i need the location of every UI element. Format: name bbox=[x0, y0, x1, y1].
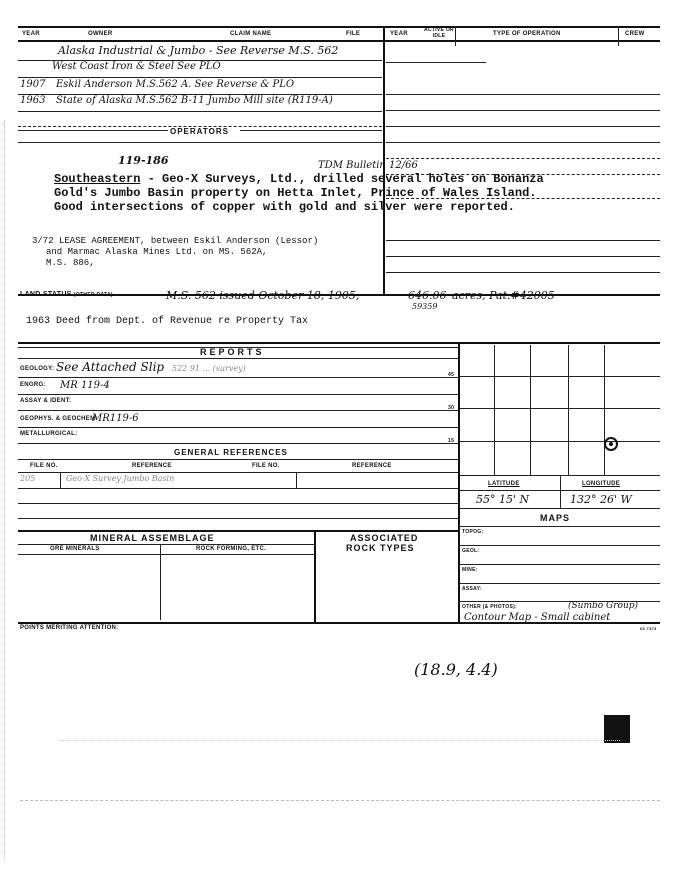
reports-title: REPORTS bbox=[200, 347, 265, 357]
right-rule bbox=[386, 110, 660, 111]
scan-line bbox=[60, 740, 620, 741]
header-rule bbox=[18, 40, 660, 42]
operators-ref-note: 119-186 bbox=[118, 154, 169, 167]
reports-rule bbox=[18, 377, 458, 378]
operators-rule-left bbox=[18, 130, 168, 131]
lease-line-3: M.S. 886, bbox=[46, 258, 95, 268]
right-rule bbox=[386, 240, 660, 241]
refs-rule bbox=[18, 518, 458, 519]
refs-row-ref: Geo-X Survey Jumbo Basin bbox=[66, 474, 175, 483]
right-rule bbox=[386, 62, 486, 63]
form-number: 63 7373 bbox=[640, 626, 657, 631]
lease-line-1: 3/72 LEASE AGREEMENT, between Eskil Anderson (Lessor) bbox=[32, 236, 319, 246]
engrg-value: MR 119-4 bbox=[60, 380, 110, 391]
operators-label: OPERATORS bbox=[170, 127, 229, 136]
mineral-col-line bbox=[160, 544, 161, 620]
grid-line bbox=[460, 376, 660, 377]
reports-rule bbox=[18, 394, 458, 395]
ore-minerals-label: ORE MINERALS bbox=[50, 546, 100, 552]
top-rule bbox=[18, 26, 660, 28]
land-status-acres: acres, Pat.#42005 bbox=[452, 289, 555, 302]
land-status-struck: 646.06 bbox=[408, 289, 447, 302]
right-rule bbox=[386, 94, 660, 95]
owner-row-year: 1907 bbox=[20, 79, 46, 90]
reports-rule bbox=[18, 427, 458, 428]
refs-file-no: FILE NO. bbox=[30, 463, 58, 469]
maps-rule bbox=[460, 526, 660, 527]
points-meriting-attention: POINTS MERITING ATTENTION: bbox=[20, 625, 119, 631]
mineral-rule bbox=[18, 554, 314, 555]
reports-rule bbox=[18, 410, 458, 411]
right-rule bbox=[386, 256, 660, 257]
maps-rule bbox=[460, 564, 660, 565]
footer-handwritten-note: (18.9, 4.4) bbox=[414, 660, 498, 679]
geology-faint: 522 91 ... (survey) bbox=[172, 364, 246, 373]
topog-label: TOPOG: bbox=[462, 529, 484, 535]
refs-rule bbox=[18, 503, 458, 504]
owner-row-text: West Coast Iron & Steel See PLO bbox=[52, 61, 221, 72]
header-active-idle: ACTIVE OR IDLE bbox=[424, 27, 454, 39]
location-marker-icon bbox=[604, 437, 618, 451]
geology-label: GEOLOGY: bbox=[20, 366, 55, 372]
lease-line-2: and Marmac Alaska Mines Ltd. on MS. 562A, bbox=[46, 247, 268, 257]
operators-line-3: Good intersections of copper with gold and silver were reported. bbox=[54, 200, 515, 214]
col-divider-crew bbox=[618, 26, 619, 46]
geophys-value: MR119-6 bbox=[92, 413, 139, 424]
rock-forming-label: ROCK FORMING, ETC. bbox=[196, 546, 267, 552]
refs-rule bbox=[18, 472, 458, 473]
right-rule bbox=[386, 272, 660, 273]
other-photos-label: OTHER (& PHOTOS): bbox=[462, 604, 518, 610]
geology-value: See Attached Slip bbox=[56, 360, 165, 374]
refs-col-line bbox=[60, 472, 61, 488]
owner-row-text: Eskil Anderson M.S.562 A. See Reverse & PLO bbox=[56, 79, 295, 90]
grid-line bbox=[604, 345, 605, 475]
scan-edge bbox=[4, 120, 5, 860]
refs-reference: REFERENCE bbox=[132, 463, 172, 469]
footer-rule bbox=[18, 622, 660, 624]
longitude-label: LONGITUDE bbox=[582, 481, 621, 487]
refs-row-file: 205 bbox=[20, 474, 36, 483]
geol-label: GEOL: bbox=[462, 548, 480, 554]
grid-line bbox=[460, 408, 660, 409]
operators-rule-right bbox=[240, 130, 382, 131]
grid-line bbox=[530, 345, 531, 475]
land-status-label-text: LAND STATUS bbox=[20, 291, 72, 298]
longitude-value: 132° 26' W bbox=[570, 493, 632, 506]
maps-rule bbox=[460, 508, 660, 509]
operators-company: Southeastern bbox=[54, 172, 141, 186]
right-rule bbox=[386, 142, 660, 143]
contour-map-note: Contour Map - Small cabinet bbox=[464, 612, 611, 623]
reports-rule bbox=[18, 358, 458, 359]
header-crew: CREW bbox=[625, 31, 645, 37]
header-year-2: YEAR bbox=[390, 31, 408, 37]
grid-line bbox=[494, 345, 495, 475]
land-status-deed: 1963 Deed from Dept. of Revenue re Property Tax bbox=[26, 316, 309, 327]
header-owner: OWNER bbox=[88, 31, 113, 37]
operators-line-1-rest: - Geo-X Surveys, Ltd., drilled several holes on Bonanza bbox=[140, 172, 544, 186]
right-panel-divider bbox=[458, 342, 460, 622]
latitude-label: LATITUDE bbox=[488, 481, 520, 487]
assoc-rock-line-2: ROCK TYPES bbox=[346, 543, 415, 553]
header-type-of-operation: TYPE OF OPERATION bbox=[493, 31, 561, 37]
maps-rule bbox=[460, 545, 660, 546]
land-status-handwritten: M.S. 562 issued October 18, 1905, bbox=[166, 289, 360, 302]
row-rule bbox=[18, 77, 382, 78]
refs-file-no-2: FILE NO. bbox=[252, 463, 280, 469]
latlong-col-line bbox=[560, 476, 561, 508]
refs-rule bbox=[18, 459, 458, 460]
col-divider-active bbox=[455, 26, 456, 46]
reports-rule bbox=[18, 443, 458, 444]
registration-mark bbox=[604, 715, 630, 743]
assay-label: ASSAY & IDENT: bbox=[20, 398, 72, 404]
engrg-label: ENGRG: bbox=[20, 382, 46, 388]
mineral-col-line-2 bbox=[314, 530, 316, 622]
header-file: FILE bbox=[346, 31, 361, 37]
metallurgical-label: METALLURGICAL: bbox=[20, 431, 78, 437]
scale-45: 45 bbox=[448, 372, 455, 378]
refs-col-line bbox=[296, 472, 297, 488]
mine-label: MINE: bbox=[462, 567, 478, 573]
location-marker-dot bbox=[609, 442, 613, 446]
grid-line bbox=[568, 345, 569, 475]
refs-reference-2: REFERENCE bbox=[352, 463, 392, 469]
header-year: YEAR bbox=[22, 31, 40, 37]
header-claim-name: CLAIM NAME bbox=[230, 31, 272, 37]
owner-row-year: 1963 bbox=[20, 95, 46, 106]
maps-label: MAPS bbox=[540, 513, 571, 523]
other-photos-value: (Sumbo Group) bbox=[568, 601, 639, 611]
owner-row-text: Alaska Industrial & Jumbo - See Reverse M.S. 562 bbox=[58, 44, 339, 57]
geophys-label: GEOPHYS. & GEOCHEM: bbox=[20, 416, 98, 422]
assay-map-label: ASSAY: bbox=[462, 586, 482, 592]
row-rule bbox=[18, 111, 382, 112]
land-status-sublabel: (OTHER DATA) bbox=[73, 292, 113, 298]
right-rule bbox=[386, 158, 660, 159]
land-status-note: 59359 bbox=[412, 302, 438, 311]
mineral-top-rule bbox=[18, 530, 458, 532]
land-status-label bbox=[20, 291, 113, 298]
scale-15: 15 bbox=[448, 438, 455, 444]
operators-rule bbox=[18, 142, 382, 143]
scale-30: 30 bbox=[448, 405, 455, 411]
scan-line bbox=[20, 800, 660, 801]
mineral-title: MINERAL ASSEMBLAGE bbox=[90, 533, 215, 543]
right-rule bbox=[386, 126, 660, 127]
maps-rule bbox=[460, 583, 660, 584]
operators-line-1 bbox=[54, 172, 544, 186]
grid-line bbox=[460, 441, 660, 442]
owner-row-text: State of Alaska M.S.562 B-11 Jumbo Mill site (R119-A) bbox=[56, 95, 333, 106]
refs-rule bbox=[18, 488, 458, 489]
mineral-rule bbox=[18, 544, 314, 545]
latitude-value: 55° 15' N bbox=[476, 493, 530, 506]
operators-line-2: Gold's Jumbo Basin property on Hetta Inlet, Prince of Wales Island. bbox=[54, 186, 537, 200]
reports-top-rule bbox=[18, 342, 660, 344]
operators-bulletin-note: TDM Bulletin 12/66 bbox=[318, 160, 418, 171]
assoc-rock-line-1: ASSOCIATED bbox=[350, 533, 419, 543]
general-references-title: GENERAL REFERENCES bbox=[174, 448, 288, 457]
